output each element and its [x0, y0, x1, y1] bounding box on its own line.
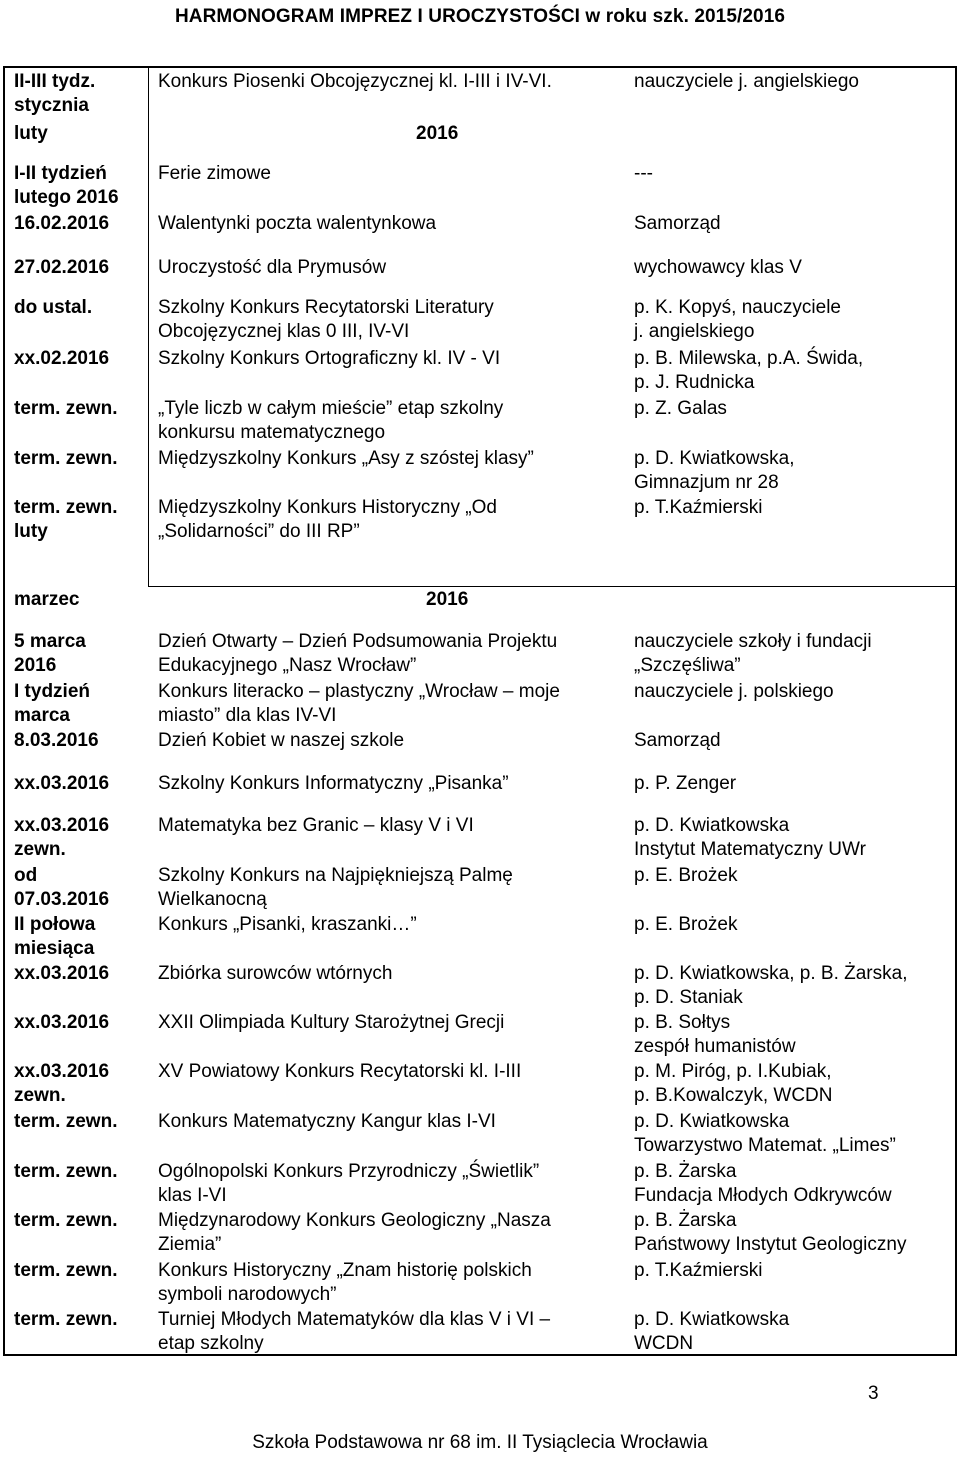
page-header: HARMONOGRAM IMPREZ I UROCZYSTOŚCI w roku szk. 2015/2016	[174, 6, 786, 27]
row-responsible-line: Towarzystwo Matemat. „Limes”	[634, 1135, 896, 1156]
row-event	[158, 630, 628, 678]
row-event-line: Wielkanocną	[158, 889, 267, 910]
row-date-line: I tydzień	[14, 681, 91, 702]
row-responsible-line: p. D. Staniak	[634, 987, 743, 1008]
row-date	[14, 1110, 152, 1134]
row-event-line: Edukacyjnego „Nasz Wrocław”	[158, 655, 417, 676]
row-event	[158, 962, 628, 986]
row-event-line: XXII Olimpiada Kultury Starożytnej Grecji	[158, 1012, 505, 1033]
row-date-line: zewn.	[14, 1085, 66, 1106]
row-responsible	[634, 913, 954, 937]
row-responsible-line: Samorząd	[634, 730, 721, 751]
row-event	[158, 296, 628, 344]
row-event	[158, 447, 628, 471]
row-event	[158, 864, 628, 912]
row-event-line: Obcojęzycznej klas 0 III, IV-VI	[158, 321, 410, 342]
row-responsible	[634, 1110, 954, 1158]
row-responsible-line: p. B. Sołtys	[634, 1012, 731, 1033]
row-date	[14, 212, 152, 236]
row-event	[158, 680, 628, 728]
row-date-line: stycznia	[14, 95, 89, 116]
row-event-line: Szkolny Konkurs na Najpiękniejszą Palmę	[158, 865, 513, 886]
row-event	[158, 496, 628, 544]
row-date-line: term. zewn.	[14, 448, 118, 469]
row-date	[14, 962, 152, 986]
row-event-line: miasto” dla klas IV-VI	[158, 705, 337, 726]
row-event	[158, 347, 628, 371]
row-responsible	[634, 680, 954, 704]
row-event-line: Szkolny Konkurs Recytatorski Literatury	[158, 297, 494, 318]
row-divider	[148, 586, 957, 587]
row-event-line: Ferie zimowe	[158, 163, 271, 184]
row-date-line: 8.03.2016	[14, 730, 99, 751]
row-responsible-line: p. D. Kwiatkowska	[634, 1111, 790, 1132]
row-date-line: term. zewn.	[14, 497, 118, 518]
section-month: marzec	[14, 589, 80, 610]
row-date	[14, 347, 152, 371]
row-responsible	[634, 347, 954, 395]
row-date	[14, 772, 152, 796]
row-date-line: II-III tydz.	[14, 71, 96, 92]
row-date	[14, 729, 152, 753]
row-responsible-line: Państwowy Instytut Geologiczny	[634, 1234, 907, 1255]
row-responsible-line: Samorząd	[634, 213, 721, 234]
row-event-line: XV Powiatowy Konkurs Recytatorski kl. I-III	[158, 1061, 522, 1082]
row-responsible	[634, 630, 954, 678]
row-date-line: 2016	[14, 655, 57, 676]
row-responsible	[634, 447, 954, 495]
row-event-line: „Tyle liczb w całym mieście” etap szkolny	[158, 398, 504, 419]
row-responsible-line: wychowawcy klas V	[634, 257, 802, 278]
section-luty	[14, 122, 459, 146]
row-event-line: Ogólnopolski Konkurs Przyrodniczy „Świetlik”	[158, 1161, 540, 1182]
row-date	[14, 913, 152, 961]
row-date-line: xx.03.2016	[14, 815, 110, 836]
section-year: 2016	[416, 123, 459, 144]
row-date	[14, 680, 152, 728]
row-responsible-line: p. D. Kwiatkowska, p. B. Żarska,	[634, 963, 908, 984]
row-date	[14, 814, 152, 862]
page-footer: Szkoła Podstawowa nr 68 im. II Tysiąclecia Wrocławia	[252, 1432, 708, 1453]
row-event	[158, 1209, 628, 1257]
row-event-line: Uroczystość dla Prymusów	[158, 257, 387, 278]
row-responsible	[634, 1011, 954, 1059]
row-event-line: Konkurs Historyczny „Znam historię polskich	[158, 1260, 532, 1281]
row-date	[14, 1060, 152, 1108]
row-date-line: term. zewn.	[14, 1161, 118, 1182]
row-event-line: Konkurs Matematyczny Kangur klas I-VI	[158, 1111, 496, 1132]
row-date-line: luty	[14, 521, 48, 542]
row-event	[158, 212, 628, 236]
row-responsible-line: ---	[634, 163, 653, 184]
row-date	[14, 1011, 152, 1035]
row-responsible-line: nauczyciele j. polskiego	[634, 681, 834, 702]
row-date-line: xx.03.2016	[14, 1012, 110, 1033]
row-responsible	[634, 814, 954, 862]
row-responsible-line: nauczyciele j. angielskiego	[634, 71, 859, 92]
page-number: 3	[868, 1383, 879, 1404]
row-event-line: Międzyszkolny Konkurs „Asy z szóstej klasy”	[158, 448, 534, 469]
row-responsible-line: p. M. Piróg, p. I.Kubiak,	[634, 1061, 832, 1082]
row-date	[14, 70, 152, 118]
row-event	[158, 162, 628, 186]
row-date-line: marca	[14, 705, 70, 726]
row-responsible	[634, 1060, 954, 1108]
row-date-line: od	[14, 865, 38, 886]
row-responsible-line: p. D. Kwiatkowska	[634, 815, 790, 836]
row-responsible-line: p. T.Kaźmierski	[634, 497, 763, 518]
row-event-line: Konkurs literacko – plastyczny „Wrocław – moje	[158, 681, 560, 702]
row-event	[158, 1308, 628, 1356]
row-event	[158, 729, 628, 753]
row-event-line: Dzień Otwarty – Dzień Podsumowania Projektu	[158, 631, 558, 652]
row-responsible-line: p. B. Milewska, p.A. Świda,	[634, 348, 864, 369]
row-date	[14, 864, 152, 912]
row-responsible	[634, 162, 954, 186]
row-responsible-line: j. angielskiego	[634, 321, 755, 342]
row-event	[158, 913, 628, 937]
row-responsible-line: p. P. Zenger	[634, 773, 737, 794]
row-responsible	[634, 256, 954, 280]
row-responsible	[634, 729, 954, 753]
row-date-line: 27.02.2016	[14, 257, 110, 278]
row-responsible-line: p. D. Kwiatkowska,	[634, 448, 795, 469]
row-event	[158, 1259, 628, 1307]
row-responsible-line: Gimnazjum nr 28	[634, 472, 779, 493]
row-responsible-line: WCDN	[634, 1333, 694, 1354]
row-event-line: Konkurs „Pisanki, kraszanki…”	[158, 914, 417, 935]
row-date-line: xx.03.2016	[14, 963, 110, 984]
row-responsible-line: p. Z. Galas	[634, 398, 727, 419]
row-event-line: Zbiórka surowców wtórnych	[158, 963, 393, 984]
row-responsible	[634, 962, 954, 1010]
row-responsible	[634, 1160, 954, 1208]
row-responsible-line: p. B.Kowalczyk, WCDN	[634, 1085, 833, 1106]
row-date-line: xx.03.2016	[14, 1061, 110, 1082]
row-date	[14, 496, 152, 544]
row-date-line: I-II tydzień	[14, 163, 107, 184]
row-event-line: symboli narodowych”	[158, 1284, 337, 1305]
row-date	[14, 397, 152, 421]
row-event-line: etap szkolny	[158, 1333, 264, 1354]
row-event-line: Międzyszkolny Konkurs Historyczny „Od	[158, 497, 497, 518]
row-event	[158, 1011, 628, 1035]
row-responsible-line: zespół humanistów	[634, 1036, 796, 1057]
row-responsible-line: p. J. Rudnicka	[634, 372, 755, 393]
row-date-line: term. zewn.	[14, 1309, 118, 1330]
row-date-line: do ustal.	[14, 297, 93, 318]
row-responsible	[634, 1209, 954, 1257]
row-event-line: Szkolny Konkurs Informatyczny „Pisanka”	[158, 773, 509, 794]
row-responsible	[634, 496, 954, 520]
row-responsible	[634, 212, 954, 236]
row-event-line: konkursu matematycznego	[158, 422, 386, 443]
row-date-line: term. zewn.	[14, 1111, 118, 1132]
row-responsible-line: p. B. Żarska	[634, 1210, 737, 1231]
row-date-line: 07.03.2016	[14, 889, 110, 910]
row-event-line: Walentynki poczta walentynkowa	[158, 213, 437, 234]
row-responsible-line: p. K. Kopyś, nauczyciele	[634, 297, 841, 318]
row-responsible-line: p. E. Brożek	[634, 865, 738, 886]
row-date-line: II połowa	[14, 914, 96, 935]
row-date-line: term. zewn.	[14, 1260, 118, 1281]
section-marzec	[14, 588, 469, 612]
row-date	[14, 1209, 152, 1233]
row-responsible-line: p. B. Żarska	[634, 1161, 737, 1182]
row-event-line: klas I-VI	[158, 1185, 227, 1206]
row-responsible	[634, 864, 954, 888]
row-event	[158, 397, 628, 445]
row-date-line: term. zewn.	[14, 1210, 118, 1231]
row-event	[158, 814, 628, 838]
row-event-line: Ziemia”	[158, 1234, 222, 1255]
row-responsible	[634, 1308, 954, 1356]
row-responsible-line: p. D. Kwiatkowska	[634, 1309, 790, 1330]
row-date-line: 5 marca	[14, 631, 86, 652]
row-event-line: „Solidarności” do III RP”	[158, 521, 360, 542]
row-event-line: Matematyka bez Granic – klasy V i VI	[158, 815, 474, 836]
row-event-line: Szkolny Konkurs Ortograficzny kl. IV - VI	[158, 348, 501, 369]
row-date	[14, 256, 152, 280]
row-event-line: Międzynarodowy Konkurs Geologiczny „Nasza	[158, 1210, 551, 1231]
row-date-line: lutego 2016	[14, 187, 119, 208]
row-date-line: zewn.	[14, 839, 66, 860]
row-responsible-line: „Szczęśliwa”	[634, 655, 741, 676]
row-responsible-line: p. T.Kaźmierski	[634, 1260, 763, 1281]
row-date	[14, 630, 152, 678]
row-responsible	[634, 1259, 954, 1283]
row-responsible-line: p. E. Brożek	[634, 914, 738, 935]
row-event-line: Turniej Młodych Matematyków dla klas V i VI –	[158, 1309, 551, 1330]
row-date	[14, 1259, 152, 1283]
row-responsible	[634, 397, 954, 421]
section-month: luty	[14, 123, 48, 144]
row-responsible	[634, 296, 954, 344]
row-date-line: miesiąca	[14, 938, 95, 959]
row-date-line: 16.02.2016	[14, 213, 110, 234]
row-responsible	[634, 772, 954, 796]
row-event	[158, 1110, 628, 1134]
row-responsible	[634, 70, 954, 94]
row-date-line: xx.02.2016	[14, 348, 110, 369]
row-responsible-line: nauczyciele szkoły i fundacji	[634, 631, 872, 652]
row-event	[158, 256, 628, 280]
row-date-line: xx.03.2016	[14, 773, 110, 794]
row-date	[14, 296, 152, 320]
row-event	[158, 70, 628, 94]
row-event	[158, 1060, 628, 1084]
section-year: 2016	[426, 589, 469, 610]
row-date	[14, 447, 152, 471]
row-responsible-line: Instytut Matematyczny UWr	[634, 839, 866, 860]
row-event-line: Dzień Kobiet w naszej szkole	[158, 730, 405, 751]
row-event-line: Konkurs Piosenki Obcojęzycznej kl. I-III i IV-VI.	[158, 71, 552, 92]
row-responsible-line: Fundacja Młodych Odkrywców	[634, 1185, 892, 1206]
row-date	[14, 1160, 152, 1184]
row-event	[158, 772, 628, 796]
row-date-line: term. zewn.	[14, 398, 118, 419]
row-event	[158, 1160, 628, 1208]
row-date	[14, 1308, 152, 1332]
row-date	[14, 162, 152, 210]
